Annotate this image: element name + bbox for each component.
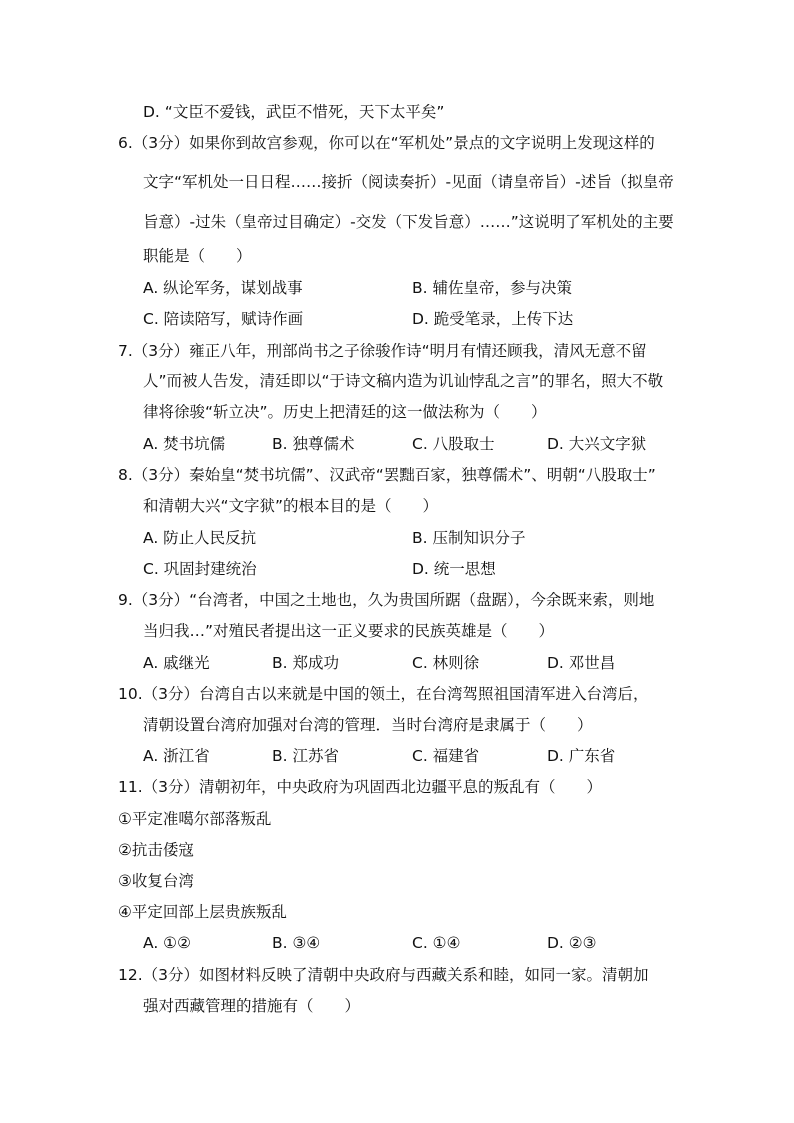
q11-stem-line-1: 11.（3分）清朝初年，中央政府为巩固西北边疆平息的叛乱有（ ） <box>118 778 603 796</box>
q6-stem-line-3: 旨意）-过朱（皇帝过目确定）-交发（下发旨意）……”这说明了军机处的主要 <box>143 213 674 231</box>
q7-option-b[interactable]: B. 独尊儒术 <box>272 435 355 453</box>
q8-option-b[interactable]: B. 压制知识分子 <box>412 529 526 547</box>
q10-stem-line-2: 清朝设置台湾府加强对台湾的管理．当时台湾府是隶属于（ ） <box>143 716 593 734</box>
q11-item-2: ②抗击倭寇 <box>118 841 194 859</box>
q6-option-c[interactable]: C. 陪读陪写，赋诗作画 <box>143 310 304 328</box>
q6-option-b[interactable]: B. 辅佐皇帝，参与决策 <box>412 279 572 297</box>
q6-stem-line-4: 职能是（ ） <box>143 247 252 265</box>
q11-option-b[interactable]: B. ③④ <box>272 934 321 952</box>
q9-option-d[interactable]: D. 邓世昌 <box>547 654 616 672</box>
q7-option-a[interactable]: A. 焚书坑儒 <box>143 435 226 453</box>
q6-stem-line-1: 6.（3分）如果你到故宫参观，你可以在“军机处”景点的文字说明上发现这样的 <box>118 134 655 152</box>
q9-option-c[interactable]: C. 林则徐 <box>412 654 480 672</box>
q11-item-3: ③收复台湾 <box>118 872 194 890</box>
q9-option-a[interactable]: A. 戚继光 <box>143 654 210 672</box>
q11-option-c[interactable]: C. ①④ <box>412 934 461 952</box>
q9-stem-line-2: 当归我…”对殖民者提出这一正义要求的民族英雄是（ ） <box>143 622 555 640</box>
q11-item-4: ④平定回部上层贵族叛乱 <box>118 903 287 921</box>
q10-option-d[interactable]: D. 广东省 <box>547 747 616 765</box>
q7-stem-line-1: 7.（3分）雍正八年，刑部尚书之子徐骏作诗“明月有情还顾我，清风无意不留 <box>118 342 647 360</box>
q8-stem-line-1: 8.（3分）秦始皇“焚书坑儒”、汉武帝“罢黜百家，独尊儒术”、明朝“八股取士” <box>118 466 656 484</box>
q9-option-b[interactable]: B. 郑成功 <box>272 654 339 672</box>
q7-stem-line-3: 律将徐骏“斩立决”。历史上把清廷的这一做法称为（ ） <box>143 403 547 421</box>
q8-stem-line-2: 和清朝大兴“文字狱”的根本目的是（ ） <box>143 497 439 515</box>
q9-stem-line-1: 9.（3分）“台湾者，中国之土地也，久为贵国所踞（盘踞），今余既来索，则地 <box>118 591 655 609</box>
q10-stem-line-1: 10.（3分）台湾自古以来就是中国的领土，在台湾驾照祖国清军进入台湾后， <box>118 685 649 703</box>
q12-stem-line-2: 强对西藏管理的措施有（ ） <box>143 997 361 1015</box>
q11-option-a[interactable]: A. ①② <box>143 934 191 952</box>
q10-option-a[interactable]: A. 浙江省 <box>143 747 210 765</box>
q7-option-d[interactable]: D. 大兴文字狱 <box>547 435 647 453</box>
q11-option-d[interactable]: D. ②③ <box>547 934 597 952</box>
q6-stem-line-2: 文字“军机处一日日程……接折（阅读奏折）-见面（请皇帝旨）-述旨（拟皇帝 <box>143 173 674 191</box>
q5-option-d: D. “文臣不爱钱，武臣不惜死，天下太平矣” <box>143 103 445 121</box>
q11-item-1: ①平定准噶尔部落叛乱 <box>118 810 272 828</box>
q6-option-a[interactable]: A. 纵论军务，谋划战事 <box>143 279 303 297</box>
q7-option-c[interactable]: C. 八股取士 <box>412 435 495 453</box>
q8-option-a[interactable]: A. 防止人民反抗 <box>143 529 257 547</box>
q8-option-d[interactable]: D. 统一思想 <box>412 560 496 578</box>
q7-stem-line-2: 人”而被人告发，清廷即以“于诗文稿内造为讥讪悖乱之言”的罪名，照大不敬 <box>143 372 664 390</box>
q10-option-c[interactable]: C. 福建省 <box>412 747 480 765</box>
q8-option-c[interactable]: C. 巩固封建统治 <box>143 560 257 578</box>
q12-stem-line-1: 12.（3分）如图材料反映了清朝中央政府与西藏关系和睦，如同一家。清朝加 <box>118 966 649 984</box>
q10-option-b[interactable]: B. 江苏省 <box>272 747 339 765</box>
q6-option-d[interactable]: D. 跪受笔录，上传下达 <box>412 310 574 328</box>
